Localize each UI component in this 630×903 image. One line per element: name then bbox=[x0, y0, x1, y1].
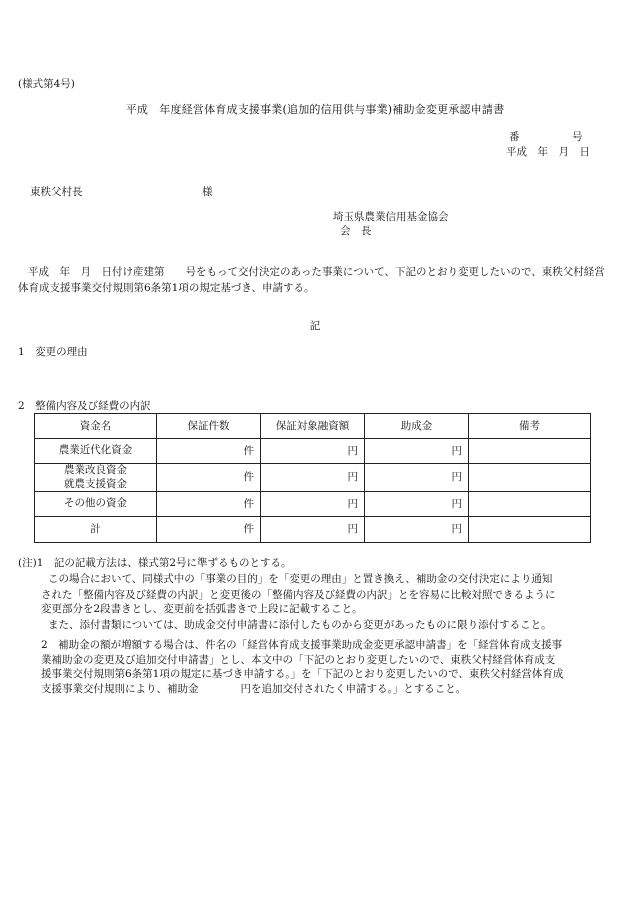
addressee-name: 東秩父村長 bbox=[30, 186, 83, 198]
fund-name-cell: 計 bbox=[35, 517, 157, 543]
note-1-line: された「整備内容及び経費の内訳」と変更後の「整備内容及び経費の内訳」とを容易に比較対照できるように bbox=[41, 589, 556, 601]
addressee bbox=[30, 185, 213, 200]
applicant-organization: 埼玉県農業信用基金協会 bbox=[333, 211, 449, 223]
form-number: (様式第4号) bbox=[18, 78, 75, 90]
note-1-line: この場合において、同様式中の「事業の目的」を「変更の理由」と置き換え、補助金の交付決定により通知 bbox=[48, 573, 553, 585]
remarks-cell bbox=[469, 439, 591, 464]
count-cell: 件 bbox=[157, 517, 261, 543]
count-cell: 件 bbox=[157, 464, 261, 492]
note-2-line: 業補助金の変更及び追加交付申請書」とし、本文中の「下記のとおり変更したいので、東秩父村経営体育成支 bbox=[41, 654, 556, 666]
note-1-line: (注)1 記の記載方法は、様式第2号に準ずるものとする。 bbox=[18, 557, 292, 569]
amount-cell: 円 bbox=[261, 439, 365, 464]
subsidy-cell: 円 bbox=[365, 439, 469, 464]
amount-cell: 円 bbox=[261, 517, 365, 543]
ki-heading: 記 bbox=[309, 320, 321, 332]
section-cost-breakdown: 2 整備内容及び経費の内訳 bbox=[18, 400, 151, 412]
remarks-cell bbox=[469, 464, 591, 492]
table-row bbox=[35, 464, 591, 492]
amount-cell: 円 bbox=[261, 464, 365, 492]
table-row bbox=[35, 517, 591, 543]
note-1-line: また、添付書類については、助成金交付申請書に添付したものから変更があったものに限り添付すること。 bbox=[48, 619, 552, 631]
header-remarks: 備考 bbox=[469, 414, 591, 439]
fund-name-cell: その他の資金 bbox=[35, 492, 157, 517]
table-row bbox=[35, 492, 591, 517]
note-2-line: 支援事業交付規則により、補助金 円を追加交付されたく申請する。」とすること。 bbox=[41, 683, 467, 695]
document-title: 平成 年度経営体育成支援事業(追加的信用供与事業)補助金変更承認申請書 bbox=[125, 103, 505, 116]
fund-name-cell: 農業近代化資金 bbox=[35, 439, 157, 464]
note-2-line: 援事業交付規則第6条第1項の規定に基づき申請する。」を「下記のとおり変更したいので、東秩父村経営体育成 bbox=[41, 668, 564, 680]
remarks-cell bbox=[469, 492, 591, 517]
header-guaranteed-loan-amount: 保証対象融資額 bbox=[261, 414, 365, 439]
subsidy-cell: 円 bbox=[365, 464, 469, 492]
note-1-line: 変更部分を2段書きとし、変更前を括弧書きで上段に記載すること。 bbox=[41, 603, 363, 615]
section-change-reason: 1 変更の理由 bbox=[18, 346, 88, 358]
count-cell: 件 bbox=[157, 492, 261, 517]
header-fund-name: 資金名 bbox=[35, 414, 157, 439]
subsidy-cell: 円 bbox=[365, 492, 469, 517]
body-paragraph: 平成 年 月 日付け産建第 号をもって交付決定のあった事業について、下記のとおり変更したいので、東秩父村経営体育成支援事業交付規則第6条第1項の規定基づき、申請する。 bbox=[18, 266, 605, 295]
header-guarantee-count: 保証件数 bbox=[157, 414, 261, 439]
cost-breakdown-table bbox=[34, 413, 591, 543]
amount-cell: 円 bbox=[261, 492, 365, 517]
count-cell: 件 bbox=[157, 439, 261, 464]
fund-name-cell: 農業改良資金 就農支援資金 bbox=[35, 464, 157, 492]
document-date-line: 平成 年 月 日 bbox=[506, 146, 590, 158]
applicant-title: 会 長 bbox=[340, 225, 372, 237]
subsidy-cell: 円 bbox=[365, 517, 469, 543]
header-subsidy: 助成金 bbox=[365, 414, 469, 439]
document-number-line: 番 号 bbox=[509, 131, 583, 143]
table-header-row bbox=[35, 414, 591, 439]
table-row bbox=[35, 439, 591, 464]
remarks-cell bbox=[469, 517, 591, 543]
addressee-honorific: 様 bbox=[202, 186, 213, 198]
note-2-line: 2 補助金の額が増額する場合は、件名の「経営体育成支援事業助成金変更承認申請書」を「経営体育成支援事 bbox=[41, 639, 563, 651]
